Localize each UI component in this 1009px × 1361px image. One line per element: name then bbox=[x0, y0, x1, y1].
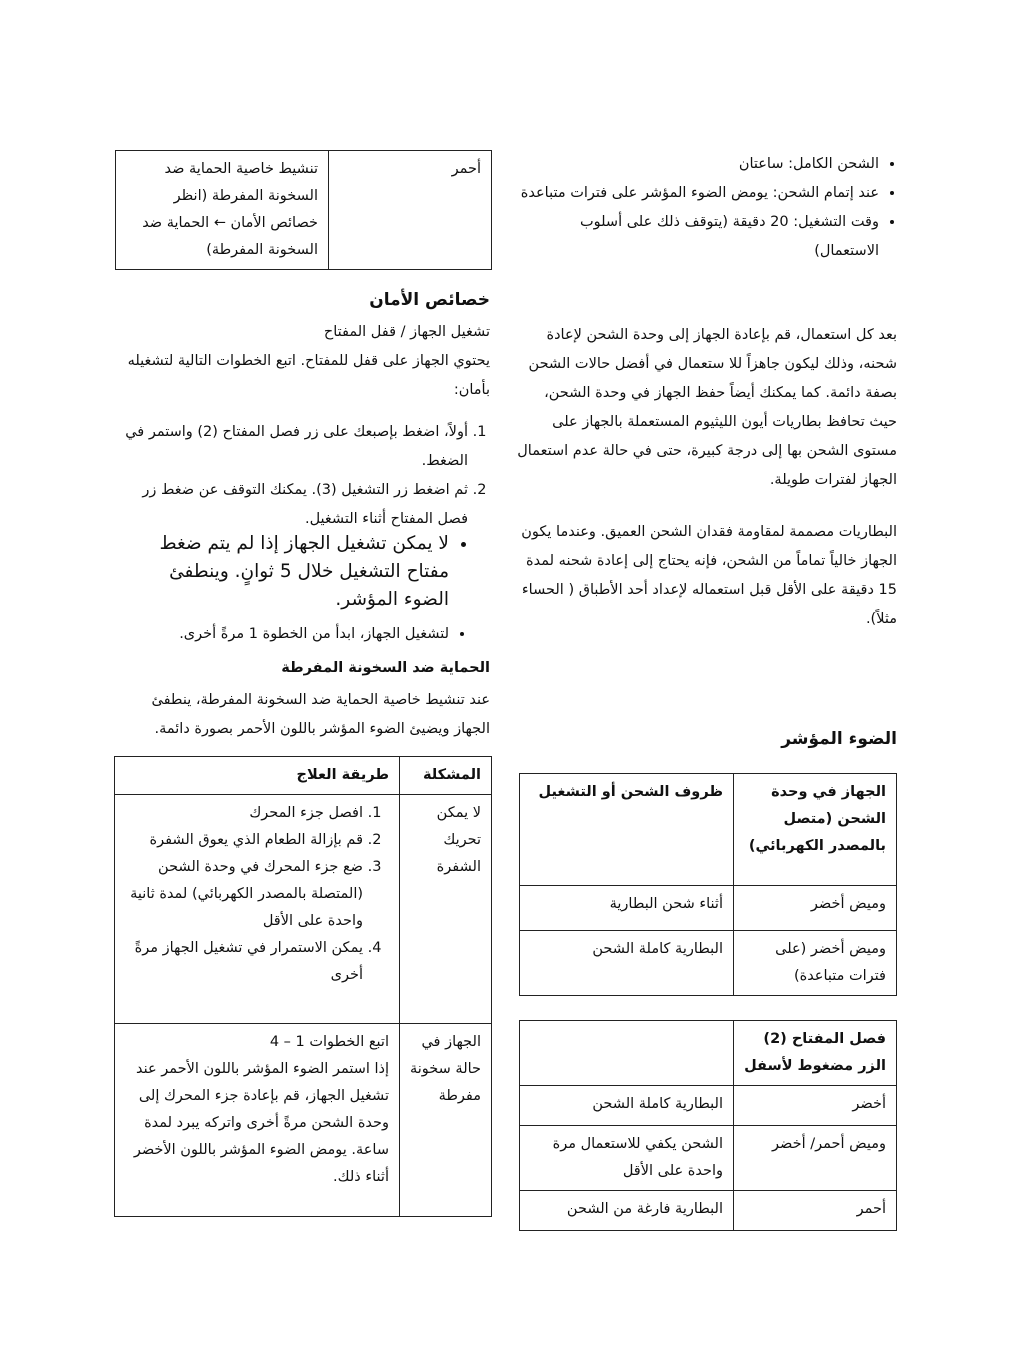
list-item: • عند إتمام الشحن: يومض الضوء المؤشر على فترات متباعدة bbox=[517, 179, 879, 208]
notes-list bbox=[126, 530, 471, 649]
safety-intro: يحتوي الجهاز على قفل للمفتاح. اتبع الخطوات التالية لتشغيله بأمان: bbox=[127, 353, 490, 398]
list-item: 1. أولاً، اضغط بإصبعك على زر فصل المفتاح (2) واستمر في الضغط. bbox=[115, 418, 468, 476]
storage-paragraph: بعد كل استعمال، قم بإعادة الجهاز إلى وحدة الشحن لإعادة شحنه، وذلك ليكون جاهزاً للا ستعمال في أفضل حالات الشحن بصفة دائمة. كما يمكنك أيضاً حفظ الجهاز في وحدة الشحن، حيث تحافظ بطاريات أيون الليثيوم المستعملة بالجهاز على مستوى الشحن بها إلى درجة كبيرة، حتى في حالة عدم استعمال الجهاز لفترات طويلة. bbox=[517, 327, 897, 488]
list-item: • لتشغيل الجهاز، ابدأ من الخطوة 1 مرةً أخرى. bbox=[126, 620, 449, 649]
troubleshooting-table bbox=[114, 756, 492, 1217]
table-row: أحمر تنشيط خاصية الحماية ضد السخونة المفرطة (انظر خصائص الأمان ← الحماية ضد السخونة المفرطة) bbox=[116, 151, 492, 270]
safety-steps bbox=[115, 418, 490, 534]
safety-heading: خصائص الأمان bbox=[369, 290, 490, 310]
table-row: لا يمكن تحريك الشفرة 1. افصل جزء المحرك 2. قم بإزالة الطعام الذي يعوق الشفرة 3. ضع جزء المحرك في وحدة الشحن (المتصلة بالمصدر الكهربائي) لمدة ثانية واحدة على الأقل 4. يمكن الاستمرار في تشغيل الجهاز مرةً أخرى bbox=[115, 795, 492, 1024]
overheat-heading: الحماية ضد السخونة المفرطة bbox=[281, 660, 490, 676]
table-row: وميض أخضر أثناء شحن البطارية bbox=[520, 886, 897, 931]
charging-bullets bbox=[517, 150, 897, 266]
solution-steps bbox=[125, 800, 389, 989]
table-row: أخضر البطارية كاملة الشحن bbox=[520, 1086, 897, 1126]
list-item: • وقت التشغيل: 20 دقيقة (يتوقف ذلك على أسلوب الاستعمال) bbox=[517, 208, 879, 266]
table-header: ظروف الشحن أو التشغيل bbox=[520, 774, 734, 886]
list-item: 2. قم بإزالة الطعام الذي يعوق الشفرة bbox=[125, 827, 363, 854]
overheat-paragraph: عند تنشيط خاصية الحماية ضد السخونة المفرطة، ينطفئ الجهاز ويضيئ الضوء المؤشر باللون الأحمر بصورة دائمة. bbox=[151, 692, 490, 737]
table-header: الجهاز في وحدة الشحن (متصل بالمصدر الكهربائي) bbox=[734, 774, 897, 886]
table-header: طريقة العلاج bbox=[115, 757, 400, 795]
table-header: فصل المفتاح (2) الزر مضغوط لأسفل bbox=[734, 1021, 897, 1086]
charging-info bbox=[517, 150, 897, 266]
indicator-table bbox=[519, 773, 897, 996]
table-row: الجهاز في حالة سخونة مفرطة اتبع الخطوات 1 – 4 إذا استمر الضوء المؤشر باللون الأحمر عند تشغيل الجهاز، قم بإعادة جزء المحرك إلى وحدة الشحن مرةً أخرى واتركه يبرد لمدة ساعة. يومض الضوء المؤشر باللون الأخضر أثناء ذلك. bbox=[115, 1024, 492, 1217]
table-row: وميض أحمر/ أخضر الشحن يكفي للاستعمال مرة واحدة على الأقل bbox=[520, 1126, 897, 1191]
step-notes bbox=[126, 530, 471, 649]
list-item: • الشحن الكامل: ساعتان bbox=[517, 150, 879, 179]
list-item: • لا يمكن تشغيل الجهاز إذا لم يتم ضغط مفتاح التشغيل خلال 5 ثوانٍ. وينطفئ الضوء المؤشر. bbox=[126, 530, 449, 614]
list-item: 4. يمكن الاستمرار في تشغيل الجهاز مرةً أخرى bbox=[125, 935, 363, 989]
overheat-indicator-table bbox=[115, 150, 492, 270]
indicator-heading: الضوء المؤشر bbox=[781, 729, 897, 749]
safety-subheading: تشغيل الجهاز / قفل المفتاح bbox=[323, 324, 490, 340]
deep-discharge-paragraph: البطاريات مصممة لمقاومة فقدان الشحن العميق. وعندما يكون الجهاز خالياً تماماً من الشحن، فإنه يحتاج إلى إعادة شحنه لمدة 15 دقيقة على الأقل قبل استعماله لإعداد أحد الأطباق ( الحساء مثلاً). bbox=[521, 524, 897, 627]
list-item: 1. افصل جزء المحرك bbox=[125, 800, 363, 827]
switch-table bbox=[519, 1020, 897, 1231]
steps-list bbox=[115, 418, 490, 534]
list-item: 3. ضع جزء المحرك في وحدة الشحن (المتصلة بالمصدر الكهربائي) لمدة ثانية واحدة على الأقل bbox=[125, 854, 363, 935]
table-row: وميض أخضر (على فترات متباعدة) البطارية كاملة الشحن bbox=[520, 931, 897, 996]
list-item: 2. ثم اضغط زر التشغيل (3). يمكنك التوقف عن ضغط زر فصل المفتاح أثناء التشغيل. bbox=[115, 476, 468, 534]
table-row: أحمر البطارية فارغة من الشحن bbox=[520, 1191, 897, 1231]
table-header: المشكلة bbox=[400, 757, 492, 795]
